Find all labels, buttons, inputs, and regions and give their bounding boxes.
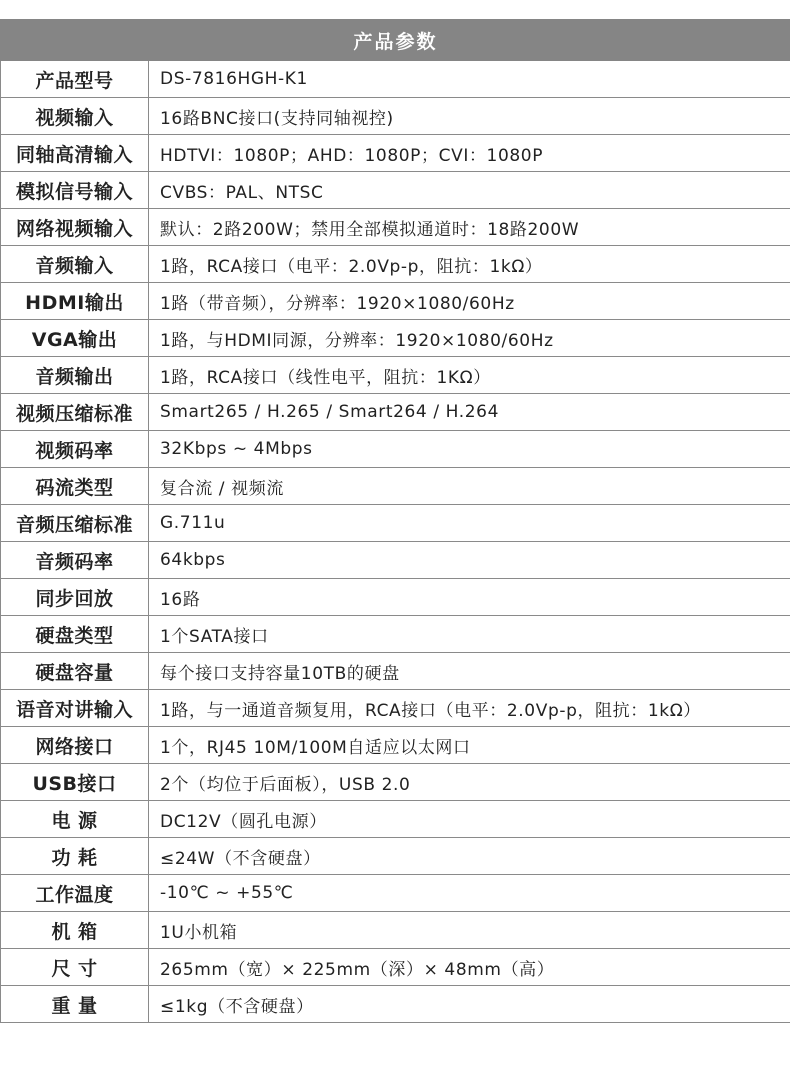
spec-label: 硬盘容量	[1, 653, 149, 690]
table-row	[1, 172, 790, 209]
spec-label: 语音对讲输入	[1, 690, 149, 727]
spec-table-body	[1, 61, 790, 1023]
spec-label: 网络视频输入	[1, 209, 149, 246]
spec-value: 复合流 / 视频流	[149, 468, 790, 505]
table-row	[1, 727, 790, 764]
spec-value: 1个SATA接口	[149, 616, 790, 653]
table-row	[1, 949, 790, 986]
spec-value: ≤1kg（不含硬盘）	[149, 986, 790, 1023]
spec-label: 音频压缩标准	[1, 505, 149, 542]
table-row	[1, 690, 790, 727]
spec-value: 32Kbps ~ 4Mbps	[149, 431, 790, 468]
table-row	[1, 61, 790, 98]
spec-value: -10℃ ~ +55℃	[149, 875, 790, 912]
table-row	[1, 912, 790, 949]
spec-label: 视频输入	[1, 98, 149, 135]
spec-value: DC12V（圆孔电源）	[149, 801, 790, 838]
spec-value: HDTVI：1080P；AHD：1080P；CVI：1080P	[149, 135, 790, 172]
spec-label: 视频压缩标准	[1, 394, 149, 431]
table-row	[1, 431, 790, 468]
spec-label: 网络接口	[1, 727, 149, 764]
table-row	[1, 505, 790, 542]
table-row	[1, 468, 790, 505]
spec-label: 模拟信号输入	[1, 172, 149, 209]
table-row	[1, 764, 790, 801]
table-row	[1, 875, 790, 912]
spec-label: 视频码率	[1, 431, 149, 468]
spec-value: 265mm（宽）× 225mm（深）× 48mm（高）	[149, 949, 790, 986]
spec-label: HDMI输出	[1, 283, 149, 320]
spec-label: 工作温度	[1, 875, 149, 912]
table-row	[1, 653, 790, 690]
spec-value: 2个（均位于后面板），USB 2.0	[149, 764, 790, 801]
spec-label: 音频输入	[1, 246, 149, 283]
table-row	[1, 616, 790, 653]
table-row	[1, 579, 790, 616]
spec-value: 1U小机箱	[149, 912, 790, 949]
spec-value: 16路BNC接口(支持同轴视控)	[149, 98, 790, 135]
table-row	[1, 838, 790, 875]
spec-value: 1路，RCA接口（电平：2.0Vp-p，阻抗：1kΩ）	[149, 246, 790, 283]
table-row	[1, 209, 790, 246]
spec-label: 尺 寸	[1, 949, 149, 986]
spec-value: 1路（带音频），分辨率：1920×1080/60Hz	[149, 283, 790, 320]
spec-label: 同轴高清输入	[1, 135, 149, 172]
spec-value: G.711u	[149, 505, 790, 542]
spec-value: 1路，与HDMI同源，分辨率：1920×1080/60Hz	[149, 320, 790, 357]
spec-value: 1路，与一通道音频复用，RCA接口（电平：2.0Vp-p，阻抗：1kΩ）	[149, 690, 790, 727]
spec-value: 1路，RCA接口（线性电平，阻抗：1KΩ）	[149, 357, 790, 394]
table-row	[1, 986, 790, 1023]
table-row	[1, 320, 790, 357]
spec-value: 默认：2路200W；禁用全部模拟通道时：18路200W	[149, 209, 790, 246]
spec-label: 硬盘类型	[1, 616, 149, 653]
spec-label: 音频输出	[1, 357, 149, 394]
product-spec-table	[0, 19, 790, 1023]
spec-label: 机 箱	[1, 912, 149, 949]
table-row	[1, 283, 790, 320]
spec-value: CVBS：PAL、NTSC	[149, 172, 790, 209]
spec-value: DS-7816HGH-K1	[149, 61, 790, 98]
table-row	[1, 135, 790, 172]
table-row	[1, 357, 790, 394]
spec-label: 同步回放	[1, 579, 149, 616]
spec-value: 64kbps	[149, 542, 790, 579]
spec-value: 每个接口支持容量10TB的硬盘	[149, 653, 790, 690]
spec-label: 码流类型	[1, 468, 149, 505]
spec-label: 重 量	[1, 986, 149, 1023]
table-row	[1, 394, 790, 431]
table-row	[1, 542, 790, 579]
spec-value: Smart265 / H.265 / Smart264 / H.264	[149, 394, 790, 431]
spec-table-header	[1, 20, 790, 61]
spec-value: 16路	[149, 579, 790, 616]
spec-label: VGA输出	[1, 320, 149, 357]
table-row	[1, 801, 790, 838]
spec-value: 1个，RJ45 10M/100M自适应以太网口	[149, 727, 790, 764]
table-row	[1, 98, 790, 135]
spec-label: 产品型号	[1, 61, 149, 98]
spec-label: 电 源	[1, 801, 149, 838]
spec-table-title: 产品参数	[1, 20, 790, 61]
table-row	[1, 246, 790, 283]
spec-label: 功 耗	[1, 838, 149, 875]
spec-label: 音频码率	[1, 542, 149, 579]
spec-label: USB接口	[1, 764, 149, 801]
spec-value: ≤24W（不含硬盘）	[149, 838, 790, 875]
